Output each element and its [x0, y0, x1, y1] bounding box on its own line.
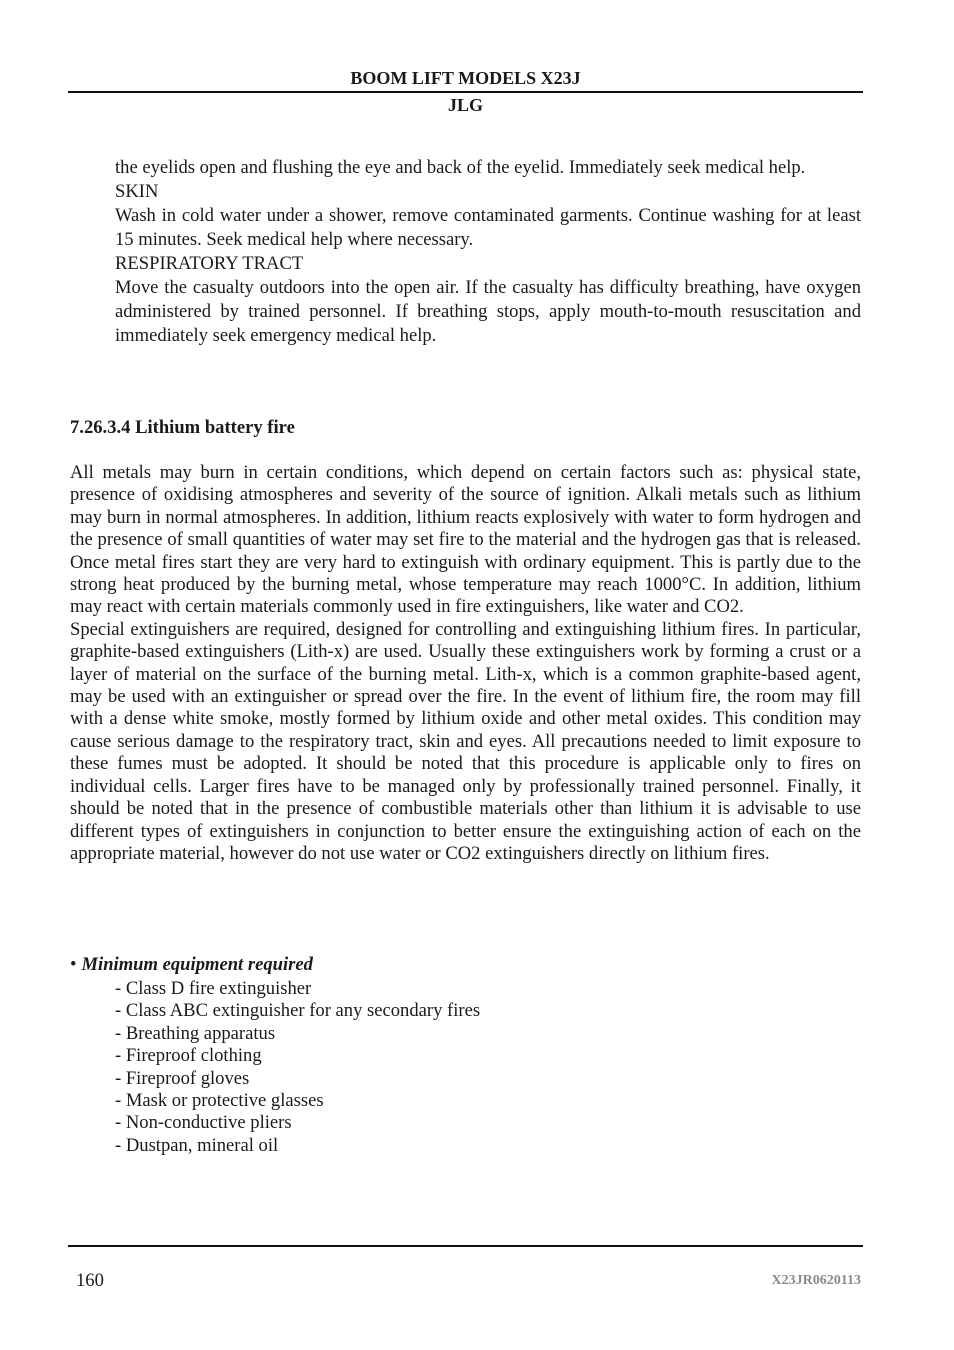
list-item: - Class ABC extinguisher for any secondary fires: [115, 1000, 481, 1022]
section-heading: 7.26.3.4 Lithium battery fire: [70, 417, 295, 438]
section-body: [70, 462, 861, 865]
header-title: BOOM LIFT MODELS X23J: [350, 68, 581, 88]
respiratory-text: Move the casualty outdoors into the open air. If the casualty has difficulty breathing, have oxygen administered by trained personnel. If breathing stops, apply mouth-to-mouth resuscitation and immediately seek emergency medical help.: [115, 277, 861, 346]
list-item: - Fireproof gloves: [115, 1067, 250, 1089]
equipment-heading: [70, 954, 313, 976]
paragraph-lithium-hazard: All metals may burn in certain conditions, which depend on certain factors such as: physical state, presence of oxidising atmospheres and severity of the source of ignition. Alkali metals such as lithium may burn in normal atmospheres. In addition, lithium reacts explosively with water to form hydrogen and the presence of small quantities of water may set fire to the material and the hydrogen gas that is released. Once metal fires start they are very hard to extinguish with ordinary equipment. This is partly due to the strong heat produced by the burning metal, whose temperature may reach 1000°C. In addition, lithium may react with certain materials commonly used in fire extinguishers, like water and CO2.: [70, 462, 861, 618]
list-item: - Mask or protective glasses: [115, 1090, 324, 1112]
list-item: - Class D fire extinguisher: [115, 978, 312, 999]
header-brand: JLG: [447, 95, 483, 115]
document-code: X23JR0620113: [771, 1273, 861, 1288]
skin-text: Wash in cold water under a shower, remove contaminated garments. Continue washing for at least 15 minutes. Seek medical help where necessary.: [115, 205, 861, 250]
list-item: - Breathing apparatus: [115, 1022, 276, 1044]
eyes-continuation-text: the eyelids open and flushing the eye and back of the eyelid. Immediately seek medical help.: [115, 157, 806, 178]
header-divider: [68, 91, 863, 93]
first-aid-block: [115, 156, 861, 348]
footer-divider: [68, 1245, 863, 1247]
equipment-list: [115, 978, 480, 1157]
respiratory-heading: RESPIRATORY TRACT: [115, 253, 304, 274]
list-item: - Non-conductive pliers: [115, 1112, 292, 1134]
paragraph-extinguishers: Special extinguishers are required, designed for controlling and extinguishing lithium fires. In particular, graphite-based extinguishers (Lith-x) are used. Usually these extinguishers work by forming a crust or a layer of material on the surface of the burning metal. Lith-x, which is a common graphite-based agent, may be used with an extinguisher or spread over the fire. In the event of lithium fire, the room may fill with a dense white smoke, mostly formed by lithium oxide and other metal oxides. This condition may cause serious damage to the respiratory tract, skin and eyes. All precautions needed to limit exposure to these fumes must be adopted. It should be noted that this procedure is applicable only to fires on individual cells. Larger fires have to be managed only by professionally trained personnel. Finally, it should be noted that in the presence of combustible materials other than lithium it is advisable to use different types of extinguishers in conjunction to better ensure the extinguishing action of each on the appropriate material, however do not use water or CO2 extinguishers directly on lithium fires.: [70, 618, 861, 864]
list-item: - Fireproof clothing: [115, 1045, 262, 1067]
list-item: - Dustpan, mineral oil: [115, 1134, 279, 1156]
bullet-icon: •: [70, 954, 77, 975]
equipment-heading-label: Minimum equipment required: [81, 954, 313, 975]
skin-heading: SKIN: [115, 181, 159, 202]
page-number: 160: [76, 1270, 104, 1291]
